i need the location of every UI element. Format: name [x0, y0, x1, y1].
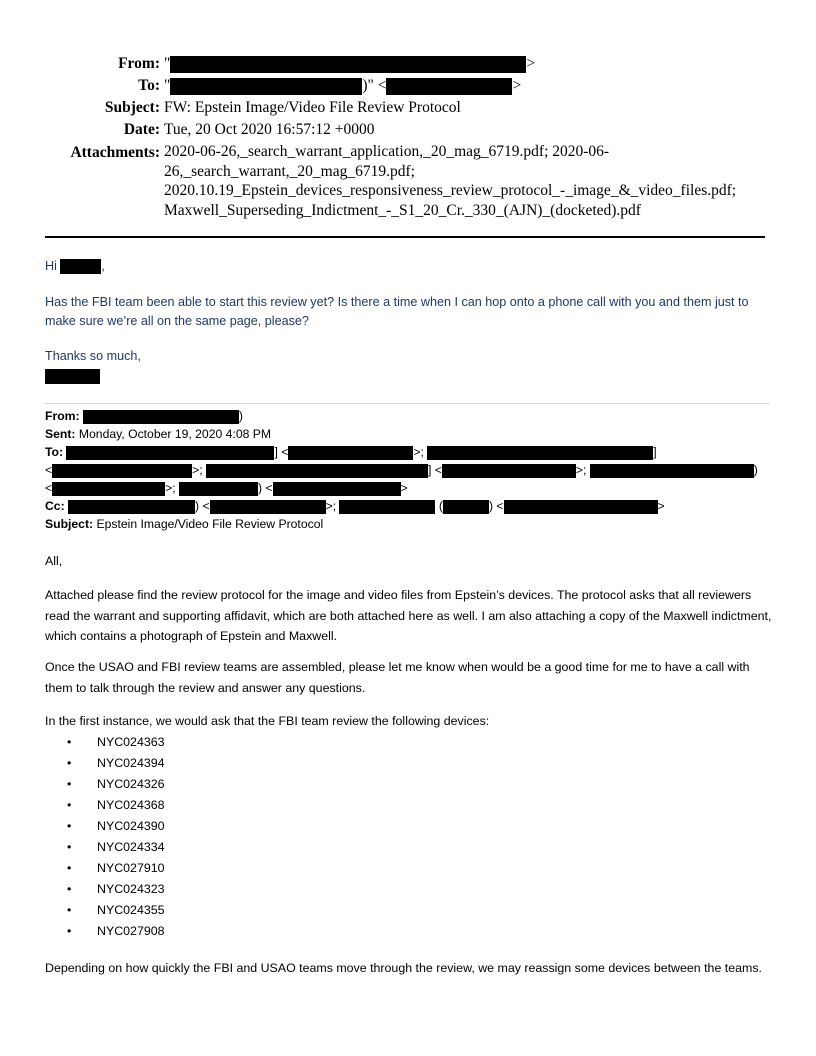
header-attachments-row [40, 142, 780, 220]
fwd-to-row: To: ] < >; ] [45, 445, 657, 459]
device-id: NYC024368 [97, 798, 165, 812]
list-item [45, 774, 445, 795]
reply-signoff: Thanks so much, [45, 349, 141, 363]
reply-signature [45, 367, 770, 386]
redaction-bar [339, 500, 435, 514]
device-id: NYC024355 [97, 903, 165, 917]
fwd-from-label: From: [45, 409, 80, 423]
bullet-icon: • [67, 735, 72, 749]
redaction-bar [179, 482, 258, 496]
body-paragraph-4 [45, 958, 775, 979]
attachment-line: 2020.10.19_Epstein_devices_responsiveness_review_protocol_-_image_&_video_files.pdf; [164, 182, 737, 199]
redaction-bar [504, 500, 658, 514]
paragraph-text: Depending on how quickly the FBI and USAO teams move through the review, we may reassign some devices between the teams. [45, 961, 762, 975]
attachment-line: 26,_search_warrant,_20_mag_6719.pdf; [164, 162, 415, 180]
fwd-to-label: To: [45, 445, 64, 459]
device-id: NYC024323 [97, 882, 165, 896]
paragraph-text: Once the USAO and FBI review teams are assembled, please let me know when would be a good time for me to have a call with them to talk through the review and answer any questions. [45, 660, 750, 695]
header-to-row [40, 75, 780, 97]
list-item [45, 837, 445, 858]
redaction-bar [52, 464, 192, 478]
date-value: Tue, 20 Oct 2020 16:57:12 +0000 [164, 121, 375, 138]
redaction-bar [273, 482, 401, 496]
header-date-row [40, 119, 780, 141]
bullet-icon: • [67, 777, 72, 791]
date-label: Date: [123, 121, 160, 138]
list-item [45, 858, 445, 879]
bullet-icon: • [67, 819, 72, 833]
fwd-cc-label: Cc: [45, 499, 65, 513]
fwd-sent-label: Sent: [45, 427, 76, 441]
email-header [40, 53, 780, 220]
redaction-bar [210, 500, 326, 514]
device-id: NYC024394 [97, 756, 165, 770]
body-paragraph-1 [45, 585, 775, 647]
bullet-icon: • [67, 798, 72, 812]
bullet-icon: • [67, 924, 72, 938]
subject-value: FW: Epstein Image/Video File Review Protocol [164, 99, 461, 116]
redaction-bar [66, 446, 274, 460]
reply-greeting [45, 257, 770, 276]
device-id: NYC027908 [97, 924, 165, 938]
list-item [45, 900, 445, 921]
reply-message: Has the FBI team been able to start this review yet? Is there a time when I can hop onto a phone call with you and them just to make sure we’re all on the same page, please? [45, 295, 749, 328]
bullet-icon: • [67, 756, 72, 770]
fwd-from-row: From: ) [45, 409, 243, 423]
header-subject-row [40, 97, 780, 119]
device-id: NYC027910 [97, 861, 165, 875]
redaction-bar [170, 78, 362, 95]
forwarded-header [45, 407, 770, 533]
fwd-sent-value: Monday, October 19, 2020 4:08 PM [78, 427, 272, 441]
bullet-icon: • [67, 882, 72, 896]
redaction-bar [386, 78, 512, 95]
redaction-bar [83, 410, 239, 424]
list-item [45, 879, 445, 900]
to-label: To: [138, 77, 160, 94]
fwd-subject-value: Epstein Image/Video File Review Protocol [96, 517, 324, 531]
device-id: NYC024363 [97, 735, 165, 749]
to-value: " )" < > [164, 77, 522, 94]
fwd-sent-row [45, 425, 770, 443]
redaction-bar [170, 56, 526, 73]
redaction-bar [206, 464, 428, 478]
list-item [45, 816, 445, 837]
attachments-list [164, 142, 780, 220]
list-item [45, 921, 445, 942]
redaction-bar [288, 446, 413, 460]
redaction-bar [45, 369, 100, 384]
from-value: " > [164, 55, 536, 72]
device-id: NYC024334 [97, 840, 165, 854]
redaction-bar [52, 482, 165, 496]
body-paragraph-2 [45, 657, 775, 698]
header-from-row [40, 53, 780, 75]
fwd-to-row-3: < >; ) < > [45, 481, 408, 495]
bullet-icon: • [67, 840, 72, 854]
paragraph-text: In the first instance, we would ask that the FBI team review the following devices: [45, 714, 490, 728]
list-item [45, 753, 445, 774]
forward-divider [45, 403, 770, 404]
bullet-icon: • [67, 861, 72, 875]
from-label: From: [118, 55, 160, 72]
header-divider [45, 236, 765, 238]
bullet-icon: • [67, 903, 72, 917]
subject-label: Subject: [104, 99, 160, 116]
greeting-comma: , [101, 259, 105, 273]
redaction-bar [442, 464, 576, 478]
redaction-bar [68, 500, 195, 514]
body-salutation: All, [45, 554, 63, 568]
paragraph-text: Attached please find the review protocol for the image and video files from Epstein’s devices. The protocol asks that all reviewers read the warrant and supporting affidavit, which are both attached here as well. I am also attaching a copy of the Maxwell indictment, which contains a photograph of Epstein and Maxwell. [45, 588, 772, 643]
device-id: NYC024390 [97, 819, 165, 833]
device-list [45, 732, 445, 942]
list-item [45, 795, 445, 816]
redaction-bar [60, 259, 101, 274]
fwd-subject-row [45, 515, 770, 533]
fwd-cc-row: Cc: ) < >; ( ) < > [45, 499, 665, 513]
greeting-text: Hi [45, 259, 57, 273]
redaction-bar [443, 500, 489, 514]
fwd-subject-label: Subject: [45, 517, 94, 531]
redaction-bar [590, 464, 754, 478]
attachment-line: 2020-06-26,_search_warrant_application,_20_mag_6719.pdf; 2020-06- [164, 143, 610, 160]
redaction-bar [427, 446, 653, 460]
body-paragraph-3 [45, 711, 775, 732]
attachment-line: Maxwell_Superseding_Indictment_-_S1_20_Cr._330_(AJN)_(docketed).pdf [164, 201, 641, 219]
list-item [45, 732, 445, 753]
device-id: NYC024326 [97, 777, 165, 791]
fwd-to-row-2: < >; ] < >; ) [45, 463, 758, 477]
attachments-label: Attachments: [70, 144, 160, 161]
